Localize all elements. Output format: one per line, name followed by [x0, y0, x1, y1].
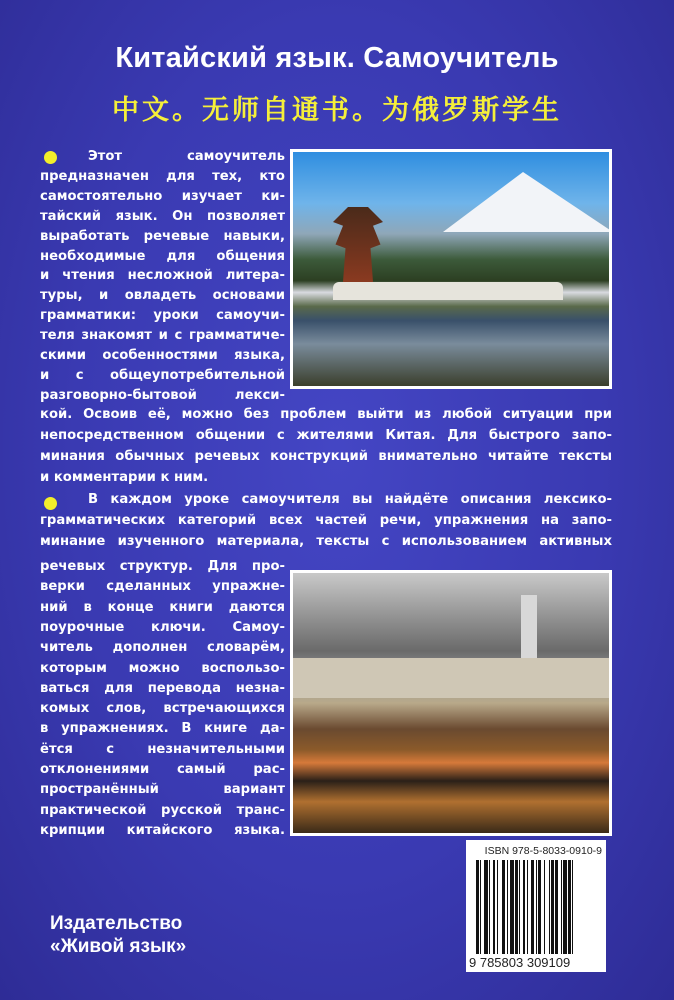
text-line: пространённый вариант [40, 782, 285, 798]
text-line: туры, и овладеть основами [40, 288, 285, 304]
text-line: самостоятельно изучает ки- [40, 188, 285, 204]
barcode-digits [468, 955, 571, 970]
isbn-label: ISBN 978-5-8033-0910-9 [484, 845, 602, 857]
barcode-bar [531, 860, 535, 954]
text-line: практической русской транс- [40, 802, 285, 818]
publisher-line1: Издательство [50, 913, 183, 934]
text-line: предназначен для тех, кто [40, 168, 285, 184]
barcode-bar [507, 860, 508, 954]
text-line: речевых структур. Для про- [40, 559, 285, 574]
text-line: грамматических категорий всех частей речи, упражнения на запо- [40, 513, 612, 528]
text-line: читель дополнен словарём, [40, 640, 285, 656]
barcode-bar [549, 860, 550, 954]
text-line: крипции китайского языка. [40, 822, 285, 838]
barcode-digits-text: 9 785803 309109 [469, 955, 571, 970]
text-line: и комментарии к ним. [40, 470, 209, 485]
photo-pagoda-bridge [290, 149, 612, 389]
publisher-line2: «Живой язык» [50, 936, 187, 957]
barcode-bar [484, 860, 488, 954]
barcode-bar [555, 860, 558, 954]
text-line: в упражнениях. В книге да- [40, 721, 285, 737]
text-line: необходимые для общения [40, 248, 285, 264]
barcode-bar [493, 860, 496, 954]
text-line: непосредственном общении с жителями Китая. Для быстрого запо- [40, 428, 612, 443]
text-line: и с общеупотребительной [40, 367, 285, 383]
barcode-bar [551, 860, 554, 954]
barcode-bar [510, 860, 514, 954]
barcode-bars [476, 860, 600, 954]
bridge [333, 282, 563, 300]
barcode-bar [561, 860, 562, 954]
barcode-bar [476, 860, 479, 954]
text-line: теля знакомят и с грамматиче- [40, 328, 285, 344]
barcode-bar [563, 860, 567, 954]
tower [521, 595, 537, 665]
barcode-bar [527, 860, 528, 954]
bullet-icon [44, 497, 57, 510]
text-line: В каждом уроке самоучителя вы найдёте описания лексико- [88, 492, 612, 507]
text-line: отклонениями самый рас- [40, 762, 285, 777]
barcode-bar [536, 860, 537, 954]
photo-city-lake [290, 570, 612, 836]
text-line: ний в конце книги даются [40, 599, 285, 615]
text-line: скими особенностями языка, [40, 348, 285, 363]
isbn-barcode [466, 840, 606, 972]
text-line: грамматики: уроки самоучи- [40, 308, 285, 324]
city-buildings [293, 658, 612, 698]
text-line: верки сделанных упражне- [40, 579, 285, 595]
publisher [50, 912, 186, 958]
barcode-bar [497, 860, 498, 954]
barcode-bar [538, 860, 541, 954]
text-line: которым можно воспользо- [40, 660, 285, 676]
chinese-subtitle: 中文。无师自通书。为俄罗斯学生 [112, 95, 562, 126]
barcode-bar [480, 860, 481, 954]
text-line: минания обычных речевых конструкций внимательно читайте тексты [40, 449, 612, 464]
text-line: минание изученного материала, тексты с использованием активных [40, 534, 612, 549]
text-line: разговорно-бытовой лекси- [40, 387, 285, 403]
text-line: Этот самоучитель [88, 149, 285, 164]
barcode-bar [489, 860, 490, 954]
barcode-bar [568, 860, 571, 954]
text-line: тайский язык. Он позволяет [40, 208, 285, 224]
text-line: ваться для перевода незна- [40, 680, 285, 696]
text-line: ётся с незначительными [40, 741, 285, 757]
text-line: комых слов, встречающихся [40, 701, 285, 717]
barcode-bar [502, 860, 505, 954]
barcode-bar [519, 860, 520, 954]
text-line: кой. Освоив её, можно без проблем выйти из любой ситуации при [40, 407, 612, 422]
barcode-bar [515, 860, 518, 954]
mountain [443, 172, 612, 232]
barcode-bar [523, 860, 526, 954]
book-title: Китайский язык. Самоучитель [115, 42, 559, 74]
text-line: и чтения несложной литера- [40, 268, 285, 284]
text-line: выработать речевые навыки, [40, 228, 285, 244]
pagoda [333, 207, 383, 282]
text-line: поурочные ключи. Самоу- [40, 619, 285, 635]
barcode-bar [544, 860, 545, 954]
bullet-icon [44, 151, 57, 164]
barcode-bar [572, 860, 573, 954]
